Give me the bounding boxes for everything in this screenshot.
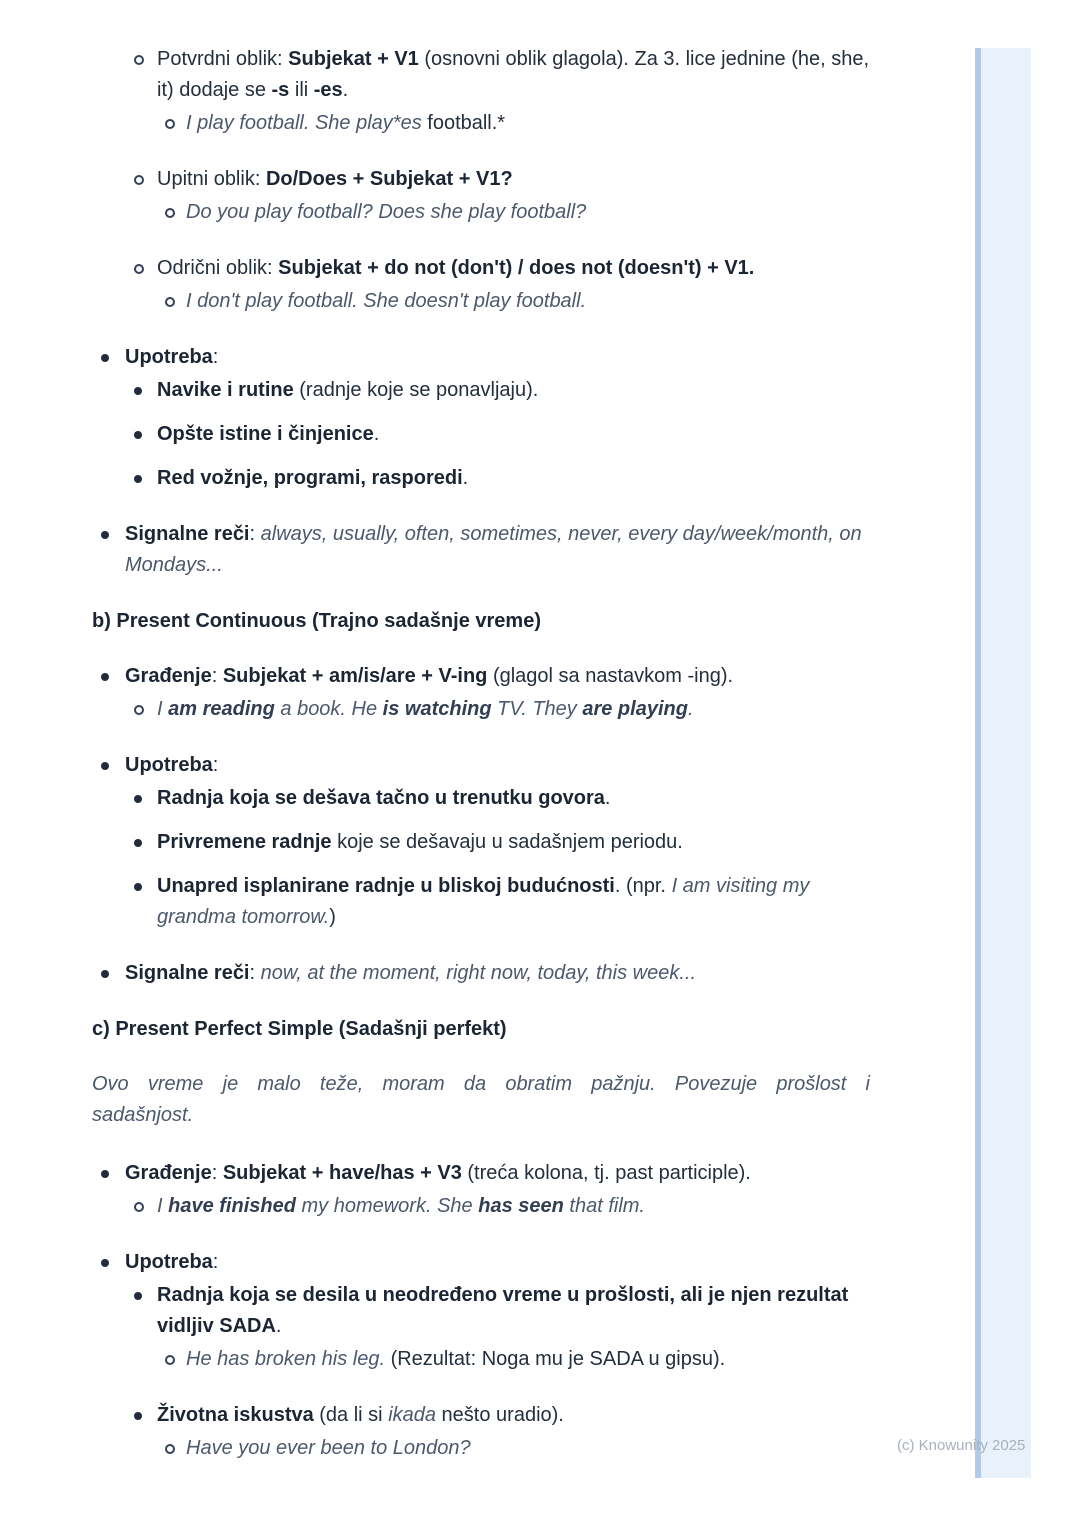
text-segment: Građenje [125, 665, 212, 687]
text-segment: . [342, 79, 349, 101]
text-segment: have finished [168, 1195, 296, 1217]
list-item [92, 463, 870, 494]
text-segment: (glagol sa nastavkom -ing). [487, 665, 734, 687]
disc-bullet-marker [101, 673, 109, 681]
section-heading: c) Present Perfect Simple (Sadašnji perfekt) [92, 1018, 507, 1040]
list-item [92, 783, 870, 814]
list-item [92, 519, 870, 581]
text-segment: Građenje [125, 1162, 212, 1184]
text-segment: I [157, 1195, 169, 1217]
list-item [92, 253, 870, 284]
disc-bullet-marker [134, 795, 142, 803]
watermark: (c) Knowunity 2025 [897, 1437, 1026, 1454]
text-segment: Upotreba [125, 754, 213, 776]
list-item [92, 419, 870, 450]
text-segment: Unapred isplanirane radnje u bliskoj budućnosti [157, 875, 615, 897]
text-segment: : [211, 665, 223, 687]
disc-bullet-marker [101, 1170, 109, 1178]
disc-bullet-marker [101, 354, 109, 362]
text-segment: always, usually, often, sometimes, never, every day/week/month, on Mondays... [125, 523, 862, 576]
list-item [92, 750, 870, 781]
disc-bullet-marker [101, 970, 109, 978]
text-segment: Privremene radnje [157, 831, 332, 853]
text-segment: Radnja koja se dešava tačno u trenutku govora [157, 787, 605, 809]
text-segment: ili [289, 79, 314, 101]
disc-bullet-marker [134, 1292, 142, 1300]
text-segment: -es [313, 79, 343, 101]
text-segment: am reading [168, 698, 275, 720]
text-segment: Životna iskustva [157, 1404, 314, 1426]
text-segment: I [157, 698, 169, 720]
list-item [92, 1280, 870, 1342]
text-segment: (radnje koje se ponavljaju). [293, 379, 539, 401]
text-segment: Potvrdni oblik: [157, 48, 289, 70]
text-segment: (da li si [313, 1404, 389, 1426]
text-segment: TV. They [491, 698, 583, 720]
text-segment: nešto uradio). [436, 1404, 564, 1426]
text-segment: that film. [563, 1195, 645, 1217]
list-item [92, 164, 870, 195]
text-segment: Upotreba [125, 1251, 213, 1273]
disc-bullet-marker [134, 431, 142, 439]
text-segment: football.* [421, 112, 506, 134]
text-segment: I play football. She play*es [186, 112, 422, 134]
text-segment: now, at the moment, right now, today, this week... [260, 962, 697, 984]
paragraph [92, 1069, 870, 1131]
list-item [92, 286, 870, 317]
text-segment: Subjekat + am/is/are + V-ing [222, 665, 488, 687]
text-segment: Upitni oblik: [157, 168, 266, 190]
circle-bullet-marker [134, 1202, 144, 1212]
text-segment: . [604, 787, 611, 809]
text-segment: Red vožnje, programi, rasporedi [157, 467, 463, 489]
text-segment: Subjekat + V1 [288, 48, 419, 70]
section-heading: b) Present Continuous (Trajno sadašnje vreme) [92, 610, 541, 632]
text-segment: . [687, 698, 694, 720]
text-segment: a book. He [274, 698, 383, 720]
text-segment: Signalne reči [125, 523, 250, 545]
text-segment: : [212, 1251, 219, 1273]
text-segment: Upotreba [125, 346, 213, 368]
text-segment: Have you ever been to London? [186, 1437, 471, 1459]
circle-bullet-marker [165, 1355, 175, 1365]
list-item [92, 871, 870, 933]
text-segment: . [462, 467, 469, 489]
text-segment: Navike i rutine [157, 379, 294, 401]
list-item [92, 661, 870, 692]
list-item [92, 44, 870, 106]
text-segment: (osnovni oblik glagola). Za 3. lice jednine (he, she, it) dodaje se [157, 48, 870, 101]
text-segment: Do/Does + Subjekat + V1? [265, 168, 513, 190]
list-item [92, 958, 870, 989]
text-segment: (treća kolona, tj. past participle). [461, 1162, 751, 1184]
text-segment: : [249, 962, 261, 984]
circle-bullet-marker [165, 297, 175, 307]
text-segment: : [249, 523, 261, 545]
list-item [92, 197, 870, 228]
text-segment: Subjekat + have/has + V3 [222, 1162, 462, 1184]
disc-bullet-marker [134, 475, 142, 483]
text-segment: . [275, 1315, 282, 1337]
disc-bullet-marker [101, 762, 109, 770]
paragraph-line: Ovo vreme je malo teže, moram da obratim pažnju. Povezuje prošlost i [92, 1073, 870, 1095]
list-item [92, 1247, 870, 1278]
text-segment: . (npr. [614, 875, 672, 897]
text-segment: are playing [582, 698, 688, 720]
list-item [92, 375, 870, 406]
circle-bullet-marker [165, 208, 175, 218]
circle-bullet-marker [134, 55, 144, 65]
list-item [92, 1400, 870, 1431]
text-segment: (Rezultat: Noga mu je SADA u gipsu). [385, 1348, 726, 1370]
document-content [92, 44, 870, 1466]
text-segment: He has broken his leg. [186, 1348, 386, 1370]
text-segment: Odrični oblik: [157, 257, 279, 279]
text-segment: I am visiting my grandma tomorrow. [157, 875, 810, 928]
list-item [92, 827, 870, 858]
text-segment: -s [271, 79, 290, 101]
text-segment: my homework. She [295, 1195, 479, 1217]
disc-bullet-marker [134, 387, 142, 395]
disc-bullet-marker [134, 1412, 142, 1420]
text-segment: Signalne reči [125, 962, 250, 984]
text-segment: . [373, 423, 380, 445]
text-segment: Opšte istine i činjenice [157, 423, 374, 445]
circle-bullet-marker [134, 175, 144, 185]
list-item [92, 1433, 870, 1464]
list-item [92, 342, 870, 373]
disc-bullet-marker [134, 883, 142, 891]
text-segment: : [212, 346, 219, 368]
text-segment: Radnja koja se desila u neodređeno vreme u prošlosti, ali je njen rezultat vidljiv SADA [157, 1284, 849, 1337]
circle-bullet-marker [165, 1444, 175, 1454]
list-item [92, 108, 870, 139]
page-accent-strip [975, 48, 1031, 1478]
text-segment: : [211, 1162, 223, 1184]
disc-bullet-marker [101, 1259, 109, 1267]
paragraph-line: sadašnjost. [92, 1104, 194, 1126]
text-segment: Do you play football? Does she play football? [186, 201, 587, 223]
text-segment: koje se dešavaju u sadašnjem periodu. [331, 831, 683, 853]
disc-bullet-marker [101, 531, 109, 539]
circle-bullet-marker [134, 264, 144, 274]
text-segment: I don't play football. She doesn't play football. [186, 290, 587, 312]
disc-bullet-marker [134, 839, 142, 847]
text-segment: is watching [382, 698, 492, 720]
circle-bullet-marker [165, 119, 175, 129]
list-item [92, 1158, 870, 1189]
text-segment: has seen [478, 1195, 564, 1217]
list-item [92, 1191, 870, 1222]
list-item [92, 1344, 870, 1375]
circle-bullet-marker [134, 705, 144, 715]
text-segment: : [212, 754, 219, 776]
text-segment: ikada [388, 1404, 436, 1426]
list-item [92, 694, 870, 725]
text-segment: Subjekat + do not (don't) / does not (doesn't) + V1. [278, 257, 755, 279]
text-segment: ) [329, 906, 336, 928]
